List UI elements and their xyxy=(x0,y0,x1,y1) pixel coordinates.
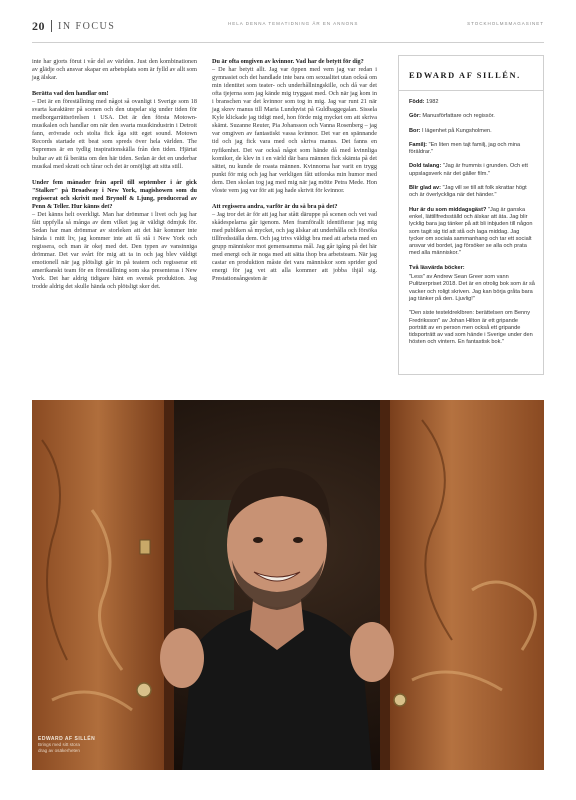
fact-box-body xyxy=(399,91,543,347)
header-rule xyxy=(32,42,544,43)
fact-entry xyxy=(409,185,535,200)
fact-label: Född: xyxy=(409,99,425,105)
photo-caption xyxy=(38,736,95,754)
fact-label: Familj: xyxy=(409,141,428,148)
fact-box-title: EDWARD AF SILLÉN. xyxy=(409,71,521,80)
interview-question: Att regissera andra, varför är du så bra på det? xyxy=(212,202,338,210)
fact-entry xyxy=(409,207,535,258)
fact-value: I lägenhet på Kungsholmen. xyxy=(420,127,492,134)
book-recommendation: "Less" av Andrew Sean Greer som vann Pulitzerpriset 2018. Det är en otrolig bok som är så vacker och roligt skriven. Jag kan börja gråta bara jag tänker på den. Ljuvlig!" xyxy=(409,274,535,302)
page-header xyxy=(32,18,544,34)
fact-label: Gör: xyxy=(409,113,421,120)
right-hand xyxy=(350,622,394,682)
door-knob-icon xyxy=(137,683,151,697)
fact-entry xyxy=(409,142,535,157)
header-divider xyxy=(51,20,52,32)
paragraph: – De har betytt allt. Jag var öppen med vem jag var redan i gymnasiet och det handlade inte bara om sexualitet utan också om min identitet som teater- och underhållningskille, och då var det ofta tjejerna som jag kände mig tryggast med. Och när jag kom in i branschen var det kvinnor som tog in mig. Jag var runt 21 när jag skrev manus till Maria Lundqvist på Guldbaggegalan. Sissela Kyle klickade jag tidigt med, hon förde mig mycket om att skriva skämt. Suzanne Reuter, Pia Johansson och Vanna Rosenberg – jag var omgiven av fantastiskt vassa kvinnor. Det var en spännande tid och jag fick vara med och skriva manus. Det fanns en nyfikenhet. Det var också något som hände då med kvinnliga komiker, de klev in i en värld där bara männen fick skämta på det sättet, nu kunde de roasta männen. Kvinnorna har varit en trygg punkt för mig och jag har verkligen fått utforska min humor med dem. Den skolan tog jag med mig när jag mötte Petra Mede. Hon vloste vem jag var för att jag hade skrivit för kvinnor. xyxy=(212,66,377,194)
portrait-photo xyxy=(32,400,544,770)
interview-question: Under fem månader från april till september i år gick "Stalker" på Broadway i New York, magishowen som du regisserat och skrivit med Brynolf & Ljung, producerad av Penn & Teller. Hur känns det? xyxy=(32,178,197,210)
paragraph: – Jag tror det är för att jag har stått däruppe på scenen och vet vad skådespelarna går igenom. Men framförallt identifierar jag mig med publiken så mycket, och jag älskar att underhålla och försöka tillfredsställa dem. Och jag trivs väldigt bra med att arbeta med en grupp människor mot gemensamma mål. Jag går igång på det här med energi och är noga med att sätta ihop bra arbetsteam. När jag castar en produktion måste det vara människor som sprider god energi för jag vet att alla kommer att jobba ihjäl sig. Prestationsångesten är xyxy=(212,210,377,283)
fact-value: 1982 xyxy=(424,99,439,105)
fact-entry xyxy=(409,113,535,120)
fact-entry xyxy=(409,163,535,178)
fact-value: "En liten men tajt familj, jag och mina föräldrar." xyxy=(409,141,521,156)
book-recommendation: "Den siste testeldreklbren: berättelsen om Benny Fredriksson" av Johan Hilton är ett gripande porträtt av en person men också ett gripande tidsporträtt av vad som hände i Sverige under den hösten och vintern. En fantastisk bok." xyxy=(409,310,533,346)
section-title: IN FOCUS xyxy=(58,20,116,32)
publication-name: STOCKHOLMSMAGASINET xyxy=(467,21,544,26)
interview-question: Du är ofta omgiven av kvinnor. Vad har de betytt för dig? xyxy=(212,58,364,65)
fact-entry xyxy=(409,128,535,135)
fact-entry xyxy=(409,265,535,272)
paragraph: – Det är en föreställning med något så ovanligt i Sverige som 18 svarta karaktärer på scenen och den utspelar sig under tiden för medborgarrättsrörelsen i USA. Det är den första Motown-musikalen och handlar om när den svarta musikindustrin i Detroit fann, erövrade och stolta fick åga sitt eget sound. Motown Records startade ett beat som spreds över hela världen. The Supremes är en tydlig inspirationskälla från den tiden. Hjärtat bultar av att få berätta om den här tiden. Sedan är det en underbar musikal med skratt och tårar och det är omöjligt att sitta still. xyxy=(32,98,197,170)
page-number: 20 xyxy=(32,18,45,33)
fact-label: Hur är du som middagsgäst? xyxy=(409,206,487,213)
interview-question: Berätta vad den handlar om! xyxy=(32,90,109,98)
article-column-1 xyxy=(32,58,197,299)
fact-value: "Jag är frummis i grunden. Och ett uppslagsverk när det gäller film." xyxy=(409,163,528,177)
paragraph: inte har gjorts förut i vår del av världen. Just den kombinationen av glädje och ansvar skapar en arbetsplats som är fylld av allt som jag älskar. xyxy=(32,58,197,82)
fact-label: Dold talang: xyxy=(409,163,442,170)
fact-entry xyxy=(409,99,535,106)
fact-label: Två läsvärda böcker: xyxy=(409,264,465,271)
right-door xyxy=(390,400,544,770)
caption-text: drag av osäkerheten xyxy=(38,748,80,753)
paragraph: – Det känns helt overkligt. Man har drömmar i livet och jag har fått uppfylla så många av dem vilket jag är väldigt ödmjuk för. Sedan har man drömmar av storleken att det här kommer inte hända i mitt liv, jag kommer inte att få stå i New York och regissera, och man är okej med det. Den typen av vansinniga drömmar. Det var svårt för mig att ta in och jag blev väldigt emotionell när jag plötsligt går in på teatern och regisserar ett amerikanskt team för en föreställning som ska presenteras i New York. Det har aldrig tidigare hänt en svensk produktion. Jag trodde aldrig det skulle hända och plötsligt sker det. xyxy=(32,210,197,291)
left-hand xyxy=(160,628,204,688)
fact-label: Blir glad av: xyxy=(409,185,442,192)
fact-label: Bor: xyxy=(409,127,421,134)
portrait-illustration xyxy=(32,400,544,770)
fact-box xyxy=(398,55,544,375)
article-column-2 xyxy=(212,58,377,291)
fact-value: "Jag vill se till att folk skrattar högt och är överlyckliga när det händer." xyxy=(409,185,527,199)
advertising-notice: HELA DENNA TEMATIDNING ÄR EN ANNONS xyxy=(228,21,359,26)
caption-name: EDWARD AF SILLÉN xyxy=(38,736,96,742)
caption-text: Brings med sitt stora xyxy=(38,742,80,747)
fact-value: "Jag är ganska enkel, lättillfredsställd och älskar att äta. Jag blir lycklig bara jag tänker på att bli inbjuden till någon som tagit sig tid att stå och laga middag. Jag tycker om sociala sammanhang och tar ett socialt ansvar vid bordet, jag försöker se alla och prata med alla människor." xyxy=(409,206,533,257)
fact-value: Manusförfattare och regissör. xyxy=(420,113,495,120)
